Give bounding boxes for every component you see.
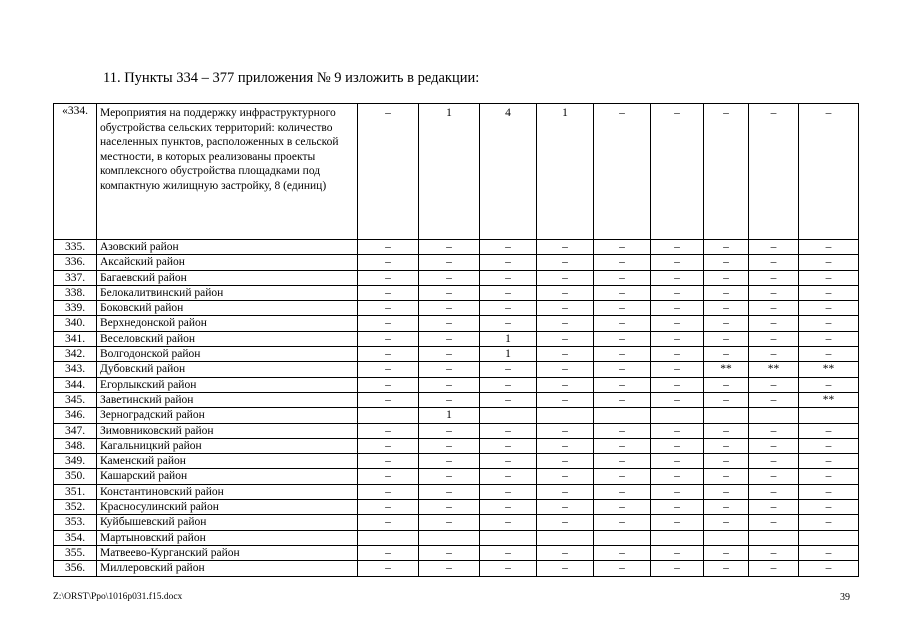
value-cell: 1	[537, 104, 594, 240]
value-cell: –	[651, 104, 704, 240]
value-cell: –	[537, 285, 594, 300]
value-cell: –	[799, 484, 859, 499]
value-cell: –	[419, 285, 480, 300]
value-cell: –	[651, 454, 704, 469]
value-cell: –	[749, 454, 799, 469]
footer-file-path: Z:\ORST\Ppo\1016p031.f15.docx	[53, 592, 183, 602]
value-cell: –	[537, 515, 594, 530]
footer-page-number: 39	[840, 592, 850, 603]
value-cell: –	[799, 500, 859, 515]
value-cell: –	[704, 392, 749, 407]
table-row	[54, 545, 859, 560]
row-name: Мартыновский район	[97, 530, 358, 545]
value-cell: –	[799, 377, 859, 392]
value-cell: –	[651, 331, 704, 346]
value-cell	[704, 530, 749, 545]
table-row	[54, 301, 859, 316]
value-cell: –	[358, 392, 419, 407]
row-number: 335.	[54, 240, 97, 255]
table-row	[54, 347, 859, 362]
row-number: 346.	[54, 408, 97, 423]
value-cell: –	[799, 515, 859, 530]
value-cell: –	[537, 301, 594, 316]
value-cell: –	[358, 270, 419, 285]
value-cell: –	[480, 469, 537, 484]
value-cell	[358, 530, 419, 545]
row-name: Куйбышевский район	[97, 515, 358, 530]
table-row	[54, 285, 859, 300]
row-number: 356.	[54, 561, 97, 576]
value-cell	[594, 408, 651, 423]
value-cell: **	[799, 362, 859, 377]
row-name: Зерноградский район	[97, 408, 358, 423]
row-name: Верхнедонской район	[97, 316, 358, 331]
value-cell: –	[419, 301, 480, 316]
value-cell: –	[799, 255, 859, 270]
row-number: 339.	[54, 301, 97, 316]
value-cell: –	[651, 316, 704, 331]
row-number: 354.	[54, 530, 97, 545]
row-name: Мероприятия на поддержку инфраструктурного обустройства сельских территорий: количество населенных пунктов, расположенных в сельской местности, в которых реализованы проекты комплексного обустройства площадками под компактную жилищную застройку, 8 (единиц)	[97, 104, 358, 240]
value-cell: –	[651, 484, 704, 499]
value-cell: –	[704, 270, 749, 285]
value-cell: –	[419, 423, 480, 438]
row-number: 338.	[54, 285, 97, 300]
value-cell: 1	[480, 347, 537, 362]
value-cell	[799, 408, 859, 423]
value-cell: –	[594, 240, 651, 255]
value-cell: –	[749, 377, 799, 392]
value-cell: –	[799, 454, 859, 469]
value-cell: –	[704, 331, 749, 346]
value-cell: –	[799, 104, 859, 240]
value-cell: –	[358, 347, 419, 362]
value-cell: –	[749, 469, 799, 484]
value-cell: –	[480, 377, 537, 392]
value-cell: –	[358, 454, 419, 469]
value-cell: –	[704, 500, 749, 515]
row-name: Дубовский район	[97, 362, 358, 377]
value-cell: 4	[480, 104, 537, 240]
row-name: Каменский район	[97, 454, 358, 469]
value-cell	[651, 408, 704, 423]
value-cell: –	[799, 561, 859, 576]
value-cell: –	[358, 285, 419, 300]
value-cell: –	[480, 392, 537, 407]
row-name: Зимовниковский район	[97, 423, 358, 438]
table-row	[54, 316, 859, 331]
data-table	[53, 103, 859, 577]
value-cell: –	[419, 377, 480, 392]
value-cell: –	[594, 377, 651, 392]
value-cell: 1	[419, 104, 480, 240]
value-cell: **	[704, 362, 749, 377]
value-cell: –	[594, 392, 651, 407]
value-cell: –	[749, 545, 799, 560]
row-number: 342.	[54, 347, 97, 362]
value-cell: –	[749, 561, 799, 576]
value-cell: –	[358, 377, 419, 392]
value-cell: –	[358, 316, 419, 331]
row-name: Боковский район	[97, 301, 358, 316]
value-cell	[480, 530, 537, 545]
value-cell: –	[799, 347, 859, 362]
value-cell: –	[651, 240, 704, 255]
value-cell: –	[704, 285, 749, 300]
value-cell: –	[358, 423, 419, 438]
value-cell: –	[594, 484, 651, 499]
value-cell: –	[594, 331, 651, 346]
table-row	[54, 408, 859, 423]
value-cell: –	[704, 438, 749, 453]
value-cell: –	[594, 438, 651, 453]
value-cell: –	[537, 316, 594, 331]
value-cell: –	[537, 392, 594, 407]
value-cell: **	[799, 392, 859, 407]
value-cell: –	[704, 104, 749, 240]
row-name: Азовский район	[97, 240, 358, 255]
value-cell: –	[594, 454, 651, 469]
row-number: 350.	[54, 469, 97, 484]
value-cell: –	[799, 301, 859, 316]
value-cell: –	[651, 545, 704, 560]
value-cell: –	[537, 561, 594, 576]
value-cell: –	[704, 255, 749, 270]
value-cell: –	[480, 500, 537, 515]
row-name: Заветинский район	[97, 392, 358, 407]
value-cell: –	[537, 438, 594, 453]
value-cell: –	[480, 255, 537, 270]
table-row	[54, 240, 859, 255]
value-cell: –	[749, 301, 799, 316]
row-number: 337.	[54, 270, 97, 285]
value-cell: –	[651, 515, 704, 530]
value-cell: –	[651, 423, 704, 438]
value-cell: 1	[419, 408, 480, 423]
value-cell: –	[799, 469, 859, 484]
value-cell: –	[419, 515, 480, 530]
value-cell: –	[358, 515, 419, 530]
value-cell: **	[749, 362, 799, 377]
value-cell: –	[704, 515, 749, 530]
value-cell: –	[594, 515, 651, 530]
value-cell: –	[537, 362, 594, 377]
value-cell	[594, 530, 651, 545]
value-cell: –	[651, 301, 704, 316]
row-number: 344.	[54, 377, 97, 392]
value-cell: –	[480, 484, 537, 499]
value-cell: –	[480, 285, 537, 300]
value-cell	[704, 408, 749, 423]
value-cell: –	[419, 347, 480, 362]
value-cell: –	[749, 515, 799, 530]
value-cell: –	[651, 438, 704, 453]
value-cell: –	[358, 104, 419, 240]
value-cell: –	[358, 255, 419, 270]
value-cell: –	[419, 331, 480, 346]
value-cell: –	[704, 316, 749, 331]
value-cell: –	[799, 270, 859, 285]
row-number: 355.	[54, 545, 97, 560]
value-cell	[358, 408, 419, 423]
value-cell: –	[799, 331, 859, 346]
value-cell: –	[419, 545, 480, 560]
value-cell: –	[419, 454, 480, 469]
value-cell: –	[594, 347, 651, 362]
value-cell: –	[537, 423, 594, 438]
row-number: 341.	[54, 331, 97, 346]
value-cell: –	[537, 469, 594, 484]
value-cell: –	[480, 362, 537, 377]
value-cell: –	[419, 500, 480, 515]
value-cell: –	[704, 545, 749, 560]
table-row	[54, 331, 859, 346]
row-name: Кашарский район	[97, 469, 358, 484]
value-cell: –	[749, 285, 799, 300]
value-cell	[651, 530, 704, 545]
row-number: «334.	[54, 104, 97, 240]
value-cell: –	[749, 500, 799, 515]
value-cell: –	[749, 331, 799, 346]
value-cell	[537, 408, 594, 423]
value-cell: –	[419, 392, 480, 407]
row-number: 349.	[54, 454, 97, 469]
value-cell	[749, 408, 799, 423]
value-cell: –	[594, 545, 651, 560]
row-number: 351.	[54, 484, 97, 499]
value-cell: –	[594, 362, 651, 377]
value-cell: –	[749, 255, 799, 270]
value-cell: –	[749, 423, 799, 438]
value-cell: –	[704, 469, 749, 484]
value-cell: –	[358, 484, 419, 499]
value-cell: –	[799, 316, 859, 331]
value-cell: –	[480, 301, 537, 316]
value-cell: –	[594, 500, 651, 515]
row-name: Белокалитвинский район	[97, 285, 358, 300]
value-cell: –	[419, 484, 480, 499]
value-cell	[799, 530, 859, 545]
value-cell: –	[594, 255, 651, 270]
value-cell: –	[594, 423, 651, 438]
value-cell	[419, 530, 480, 545]
value-cell: –	[537, 347, 594, 362]
value-cell: –	[704, 484, 749, 499]
value-cell: –	[358, 469, 419, 484]
value-cell: –	[704, 240, 749, 255]
value-cell: –	[480, 240, 537, 255]
value-cell: –	[537, 255, 594, 270]
value-cell: –	[749, 392, 799, 407]
value-cell: –	[749, 240, 799, 255]
value-cell: –	[799, 240, 859, 255]
value-cell: –	[480, 270, 537, 285]
value-cell: –	[358, 500, 419, 515]
value-cell: –	[537, 454, 594, 469]
value-cell: –	[799, 545, 859, 560]
value-cell: –	[799, 285, 859, 300]
value-cell: –	[480, 561, 537, 576]
value-cell: –	[651, 392, 704, 407]
value-cell: –	[651, 270, 704, 285]
row-number: 343.	[54, 362, 97, 377]
row-name: Миллеровский район	[97, 561, 358, 576]
row-number: 345.	[54, 392, 97, 407]
value-cell: –	[480, 316, 537, 331]
table-row	[54, 484, 859, 499]
table-row	[54, 423, 859, 438]
value-cell: 1	[480, 331, 537, 346]
value-cell: –	[419, 240, 480, 255]
value-cell: –	[749, 484, 799, 499]
value-cell: –	[537, 484, 594, 499]
value-cell: –	[419, 316, 480, 331]
row-name: Красносулинский район	[97, 500, 358, 515]
page-heading: 11. Пункты 334 – 377 приложения № 9 изложить в редакции:	[103, 70, 480, 86]
value-cell: –	[594, 561, 651, 576]
value-cell: –	[419, 561, 480, 576]
value-cell: –	[594, 301, 651, 316]
table-row	[54, 362, 859, 377]
value-cell: –	[537, 331, 594, 346]
row-number: 340.	[54, 316, 97, 331]
row-name: Кагальницкий район	[97, 438, 358, 453]
row-name: Веселовский район	[97, 331, 358, 346]
row-number: 348.	[54, 438, 97, 453]
table-row	[54, 438, 859, 453]
value-cell: –	[704, 377, 749, 392]
value-cell	[749, 530, 799, 545]
row-name: Волгодонской район	[97, 347, 358, 362]
table-row	[54, 104, 859, 240]
value-cell: –	[537, 545, 594, 560]
value-cell: –	[749, 270, 799, 285]
value-cell: –	[799, 438, 859, 453]
row-number: 347.	[54, 423, 97, 438]
value-cell: –	[651, 500, 704, 515]
value-cell: –	[799, 423, 859, 438]
value-cell: –	[749, 438, 799, 453]
table-row	[54, 454, 859, 469]
value-cell: –	[358, 331, 419, 346]
value-cell: –	[749, 316, 799, 331]
row-name: Егорлыкский район	[97, 377, 358, 392]
value-cell: –	[749, 104, 799, 240]
value-cell: –	[704, 301, 749, 316]
value-cell: –	[594, 285, 651, 300]
value-cell: –	[704, 423, 749, 438]
table-row	[54, 500, 859, 515]
table-row	[54, 270, 859, 285]
table-row	[54, 530, 859, 545]
value-cell: –	[651, 255, 704, 270]
table-row	[54, 515, 859, 530]
value-cell: –	[358, 240, 419, 255]
value-cell: –	[594, 469, 651, 484]
value-cell: –	[419, 255, 480, 270]
table-row	[54, 255, 859, 270]
value-cell: –	[358, 545, 419, 560]
value-cell: –	[704, 347, 749, 362]
value-cell: –	[480, 454, 537, 469]
value-cell: –	[594, 316, 651, 331]
value-cell: –	[537, 240, 594, 255]
table-row	[54, 561, 859, 576]
value-cell: –	[480, 423, 537, 438]
row-name: Багаевский район	[97, 270, 358, 285]
value-cell: –	[651, 285, 704, 300]
value-cell: –	[419, 438, 480, 453]
value-cell: –	[419, 469, 480, 484]
value-cell: –	[480, 515, 537, 530]
row-number: 353.	[54, 515, 97, 530]
row-name: Аксайский район	[97, 255, 358, 270]
row-name: Матвеево-Курганский район	[97, 545, 358, 560]
value-cell: –	[704, 561, 749, 576]
value-cell: –	[480, 545, 537, 560]
row-name: Константиновский район	[97, 484, 358, 499]
value-cell: –	[651, 362, 704, 377]
value-cell: –	[749, 347, 799, 362]
value-cell	[480, 408, 537, 423]
value-cell: –	[419, 270, 480, 285]
table-row	[54, 377, 859, 392]
value-cell: –	[537, 500, 594, 515]
value-cell: –	[480, 438, 537, 453]
value-cell: –	[537, 377, 594, 392]
value-cell: –	[651, 377, 704, 392]
row-number: 336.	[54, 255, 97, 270]
row-number: 352.	[54, 500, 97, 515]
value-cell: –	[419, 362, 480, 377]
value-cell: –	[537, 270, 594, 285]
value-cell: –	[358, 362, 419, 377]
value-cell: –	[594, 104, 651, 240]
table-row	[54, 469, 859, 484]
value-cell: –	[358, 438, 419, 453]
value-cell: –	[358, 561, 419, 576]
value-cell: –	[651, 561, 704, 576]
value-cell	[537, 530, 594, 545]
value-cell: –	[651, 347, 704, 362]
value-cell: –	[358, 301, 419, 316]
value-cell: –	[651, 469, 704, 484]
value-cell: –	[594, 270, 651, 285]
table-row	[54, 392, 859, 407]
value-cell: –	[704, 454, 749, 469]
